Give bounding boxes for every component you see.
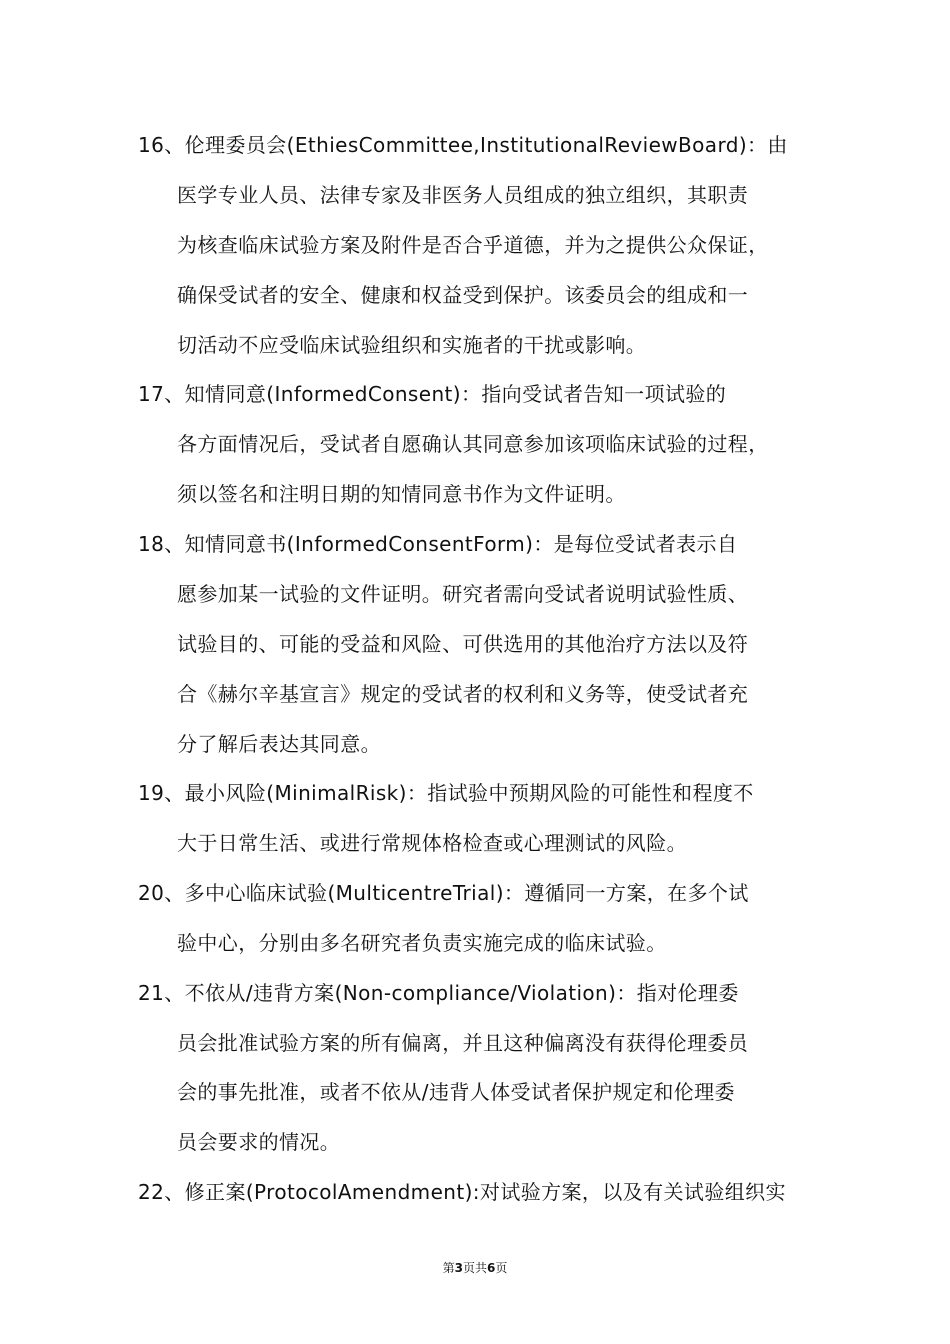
entry-21-line-3: 会的事先批准，或者不依从/违背人体受试者保护规定和伦理委 — [177, 1080, 735, 1104]
entry-16-line-2: 医学专业人员、法律专家及非医务人员组成的独立组织，其职责 — [177, 183, 749, 207]
entry-17-line-1: 17、知情同意(InformedConsent)：指向受试者告知一项试验的 — [138, 382, 727, 406]
footer-page-number: 3 — [454, 1261, 463, 1275]
entry-16-line-5: 切活动不应受临床试验组织和实施者的干扰或影响。 — [177, 333, 647, 357]
entry-18-line-1: 18、知情同意书(InformedConsentForm)：是每位受试者表示自 — [138, 532, 738, 556]
entry-18-line-3: 试验目的、可能的受益和风险、可供选用的其他治疗方法以及符 — [177, 632, 749, 656]
entry-21-line-1: 21、不依从/违背方案(Non-compliance/Violation)：指对伦理委 — [138, 981, 739, 1005]
entry-17-line-2: 各方面情况后，受试者自愿确认其同意参加该项临床试验的过程， — [177, 432, 769, 456]
entry-16-line-1: 16、伦理委员会(EthiesCommittee,InstitutionalReviewBoard)：由 — [138, 133, 788, 157]
entry-21-line-4: 员会要求的情况。 — [177, 1130, 341, 1154]
entry-21-line-2: 员会批准试验方案的所有偏离，并且这种偏离没有获得伦理委员 — [177, 1031, 749, 1055]
entry-18-line-2: 愿参加某一试验的文件证明。研究者需向受试者说明试验性质、 — [177, 582, 749, 606]
entry-19-line-1: 19、最小风险(MinimalRisk)：指试验中预期风险的可能性和程度不 — [138, 781, 754, 805]
footer-suffix: 页 — [495, 1261, 508, 1275]
entry-19-line-2: 大于日常生活、或进行常规体格检查或心理测试的风险。 — [177, 831, 687, 855]
footer-prefix: 第 — [442, 1261, 455, 1275]
footer-middle: 页共 — [462, 1261, 487, 1275]
entry-20-line-1: 20、多中心临床试验(MulticentreTrial)：遵循同一方案，在多个试 — [138, 881, 749, 905]
footer-total-pages: 6 — [487, 1261, 496, 1275]
entry-20-line-2: 验中心，分别由多名研究者负责实施完成的临床试验。 — [177, 931, 667, 955]
entry-18-line-4: 合《赫尔辛基宣言》规定的受试者的权利和义务等，使受试者充 — [177, 682, 749, 706]
entry-16-line-3: 为核查临床试验方案及附件是否合乎道德，并为之提供公众保证， — [177, 233, 769, 257]
page-footer — [0, 1258, 950, 1278]
entry-17-line-3: 须以签名和注明日期的知情同意书作为文件证明。 — [177, 482, 626, 506]
entry-22-line-1: 22、修正案(ProtocolAmendment):对试验方案，以及有关试验组织实 — [138, 1180, 786, 1204]
entry-16-line-4: 确保受试者的安全、健康和权益受到保护。该委员会的组成和一 — [177, 283, 749, 307]
entry-18-line-5: 分了解后表达其同意。 — [177, 732, 381, 756]
